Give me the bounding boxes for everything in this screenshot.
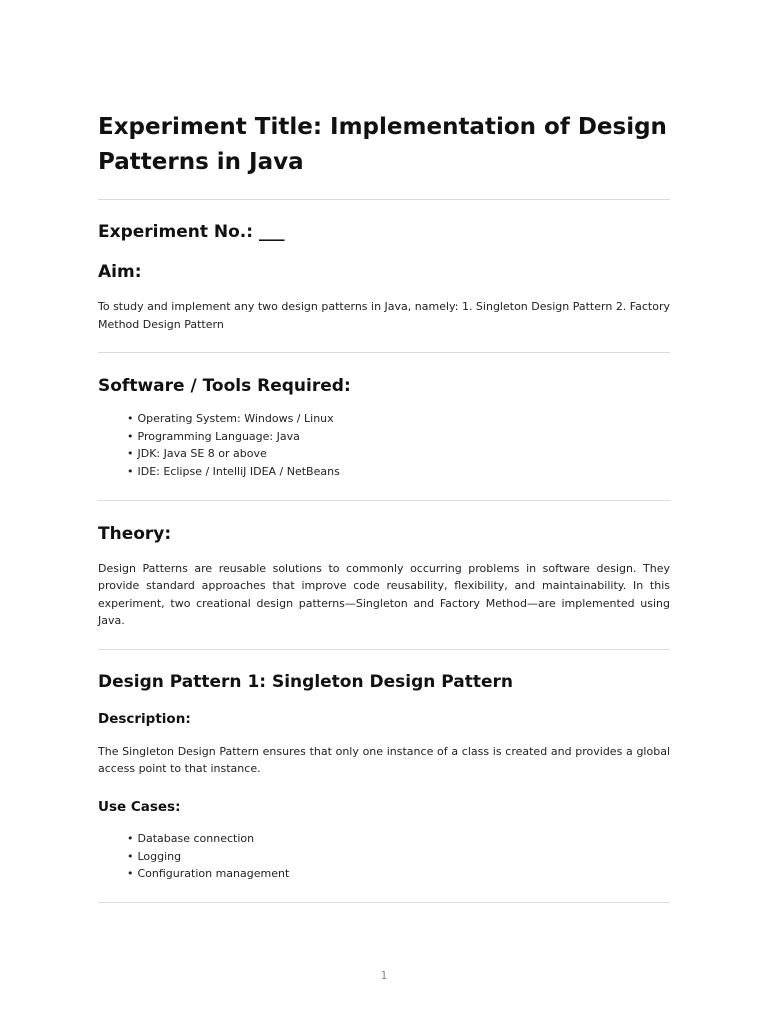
divider	[98, 649, 670, 650]
document-page	[98, 110, 670, 903]
list-item: • Database connection	[127, 830, 670, 848]
divider	[98, 500, 670, 501]
software-heading: Software / Tools Required:	[98, 376, 351, 396]
theory-text: Design Patterns are reusable solutions to commonly occurring problems in software design. They provide standard approaches that improve code reusability, flexibility, and maintainability. In this experiment, two creational design patterns—Singleton and Factory Method—are implemented using Java.	[98, 561, 670, 628]
use-cases-heading: Use Cases:	[98, 798, 181, 815]
document-title: Experiment Title: Implementation of Design Patterns in Java	[98, 114, 667, 175]
list-item: • JDK: Java SE 8 or above	[127, 445, 670, 463]
list-item: • Logging	[127, 848, 670, 866]
aim-heading: Aim:	[98, 262, 142, 282]
list-item: • Configuration management	[127, 865, 670, 883]
list-item: • IDE: Eclipse / IntelliJ IDEA / NetBeans	[127, 463, 670, 481]
experiment-number: Experiment No.: ___	[98, 222, 285, 242]
description-text: The Singleton Design Pattern ensures that only one instance of a class is created and provides a global access point to that instance.	[98, 744, 670, 776]
divider	[98, 199, 670, 200]
description-heading: Description:	[98, 710, 191, 727]
list-item: • Operating System: Windows / Linux	[127, 410, 670, 428]
aim-text: To study and implement any two design patterns in Java, namely: 1. Singleton Design Pattern 2. Factory Method Design Pattern	[98, 300, 670, 331]
list-item: • Programming Language: Java	[127, 428, 670, 446]
page-number: 1	[380, 969, 388, 982]
theory-heading: Theory:	[98, 523, 172, 544]
divider	[98, 352, 670, 353]
pattern1-heading: Design Pattern 1: Singleton Design Pattern	[98, 671, 514, 692]
use-cases-list	[98, 830, 670, 883]
software-list	[98, 410, 670, 481]
divider	[98, 902, 670, 903]
